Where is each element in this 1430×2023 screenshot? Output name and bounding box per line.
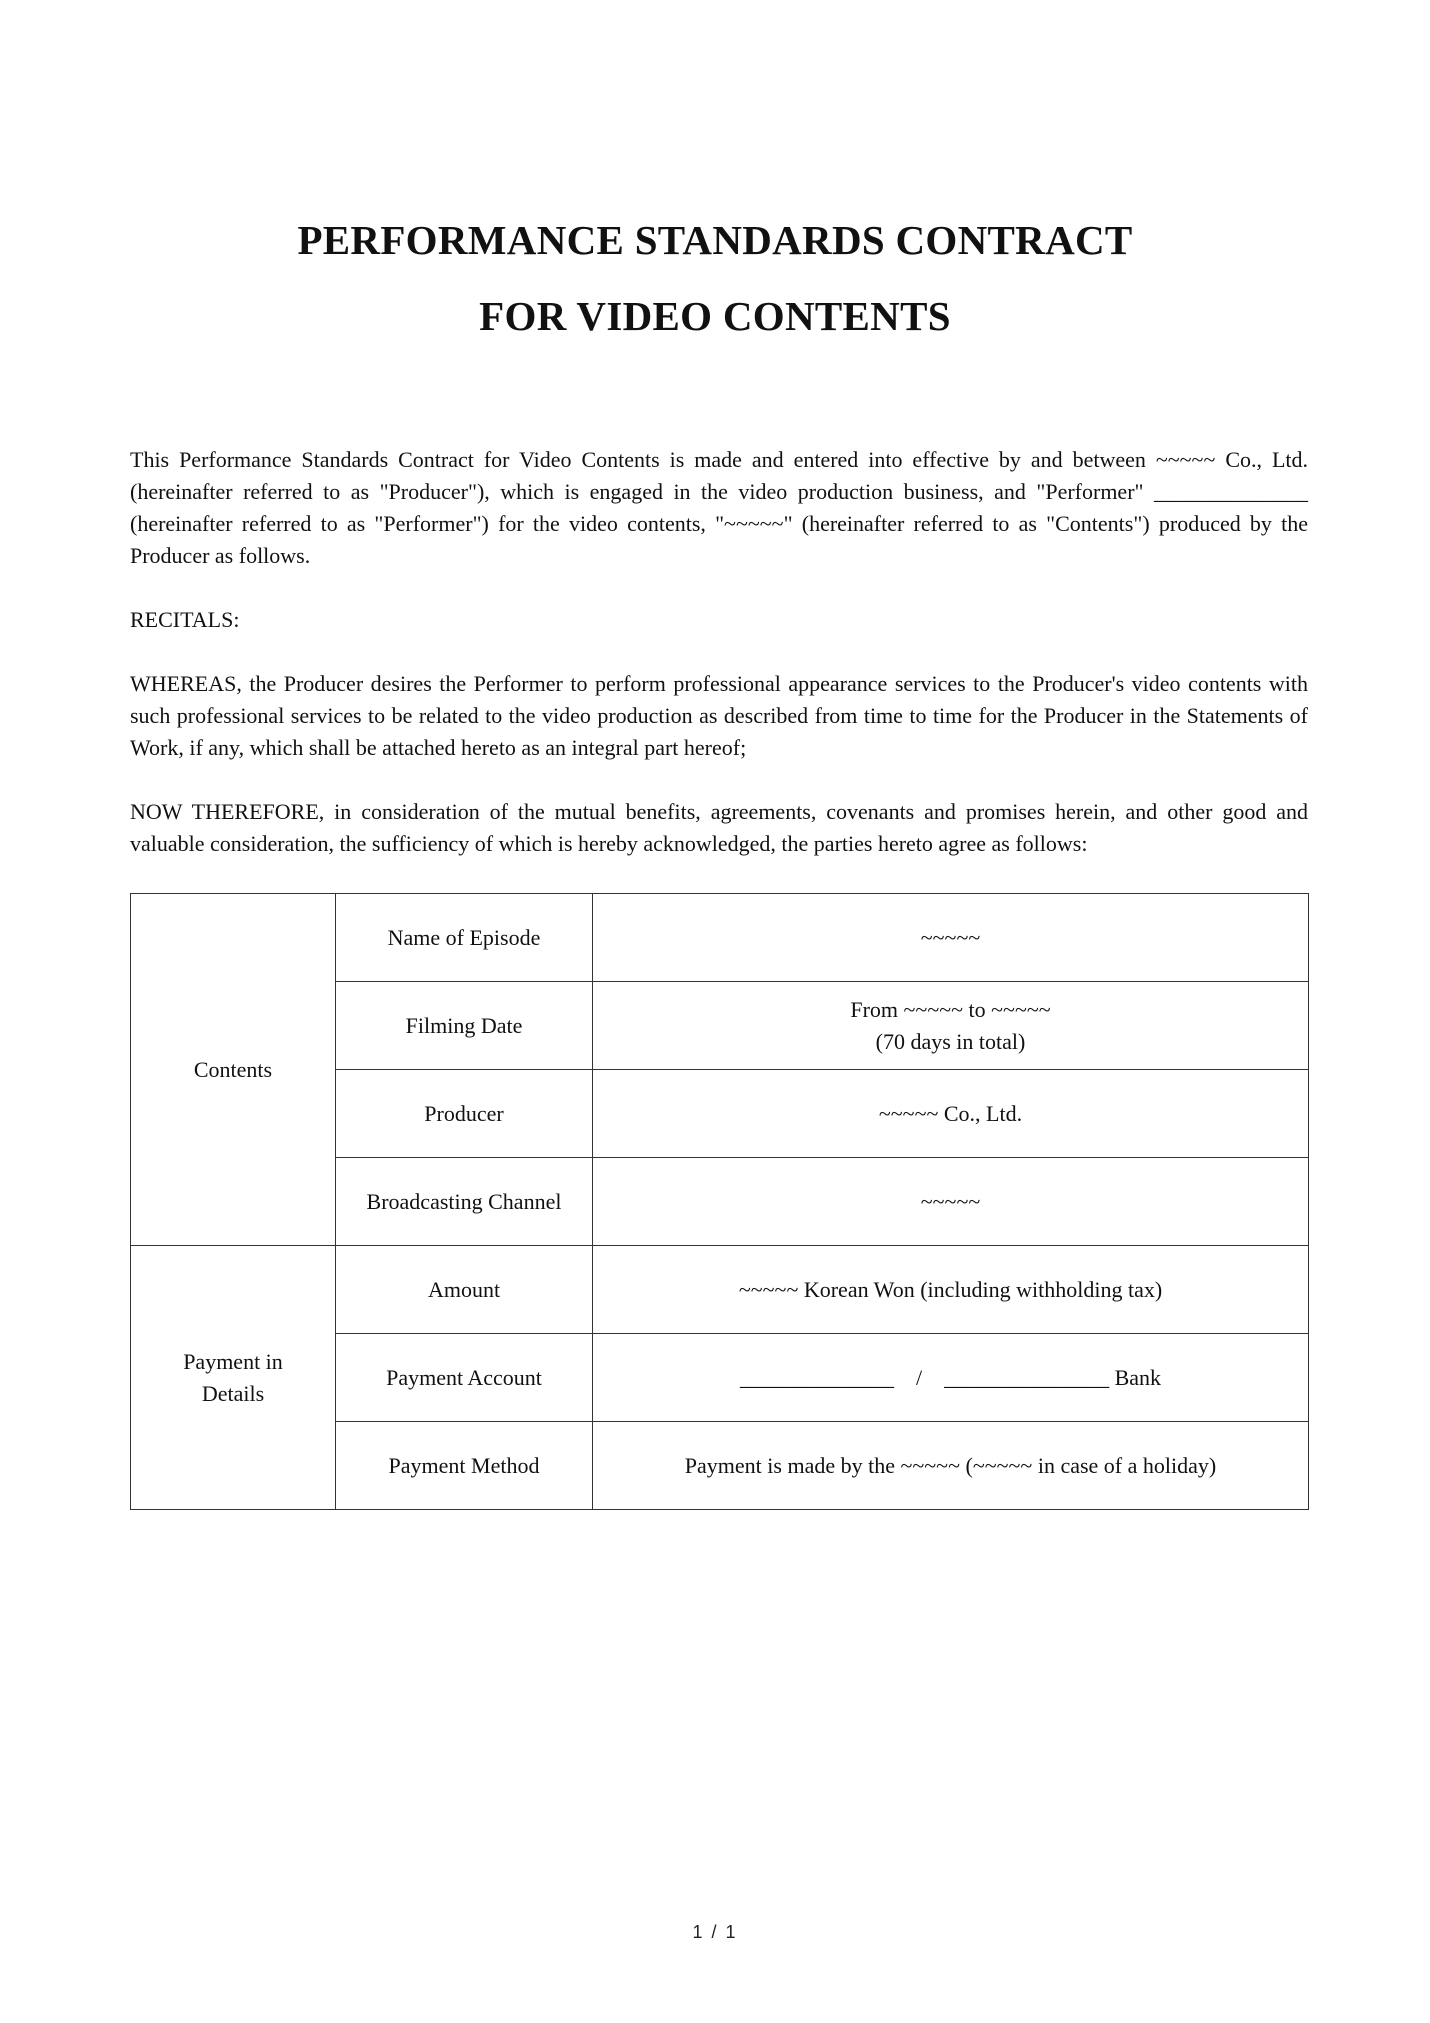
- title-line-1: PERFORMANCE STANDARDS CONTRACT: [297, 217, 1133, 263]
- row-value: ~~~~~: [593, 1158, 1309, 1246]
- now-therefore-paragraph: NOW THEREFORE, in consideration of the mutual benefits, agreements, covenants and promises herein, and other good and valuable consideration, the sufficiency of which is hereby acknowledged, the parties hereto agree as follows:: [130, 799, 1308, 856]
- row-label: Producer: [336, 1070, 593, 1158]
- intro-paragraph: This Performance Standards Contract for Video Contents is made and entered into effective by and between ~~~~~ Co., Ltd. (hereinafter referred to as "Producer"), which is engaged in the video production business, and "Performer" ______________ (hereinafter referred to as "Performer") for the video contents, "~~~~~" (hereinafter referred to as "Contents") produced by the Producer as follows.: [130, 447, 1308, 568]
- table-row: [131, 1246, 1309, 1334]
- payment-group-cell: [131, 1246, 336, 1510]
- row-value: ~~~~~ Co., Ltd.: [593, 1070, 1309, 1158]
- filming-date-total: (70 days in total): [875, 1028, 1026, 1054]
- table-row: [131, 894, 1309, 982]
- title-line-2: FOR VIDEO CONTENTS: [479, 293, 951, 339]
- payment-group-label-line2: Details: [201, 1380, 265, 1406]
- filming-date-range: From ~~~~~ to ~~~~~: [850, 996, 1051, 1022]
- row-value: ______________ / _______________ Bank: [593, 1334, 1309, 1422]
- contract-details-table: [130, 893, 1309, 1510]
- row-value: ~~~~~ Korean Won (including withholding tax): [593, 1246, 1309, 1334]
- recitals-heading: RECITALS:: [130, 607, 240, 632]
- row-value: Payment is made by the ~~~~~ (~~~~~ in case of a holiday): [593, 1422, 1309, 1510]
- payment-group-label-line1: Payment in: [183, 1348, 283, 1374]
- row-value: ~~~~~: [593, 894, 1309, 982]
- row-label: Filming Date: [336, 982, 593, 1070]
- page-number: 1 / 1: [692, 1922, 738, 1942]
- row-label: Broadcasting Channel: [336, 1158, 593, 1246]
- whereas-paragraph: WHEREAS, the Producer desires the Performer to perform professional appearance services to the Producer's video contents with such professional services to be related to the video production as described from time to time for the Producer in the Statements of Work, if any, which shall be attached hereto as an integral part hereof;: [130, 671, 1308, 760]
- row-label: Name of Episode: [336, 894, 593, 982]
- row-label: Amount: [336, 1246, 593, 1334]
- document-body: [130, 444, 1308, 892]
- row-value: [593, 982, 1309, 1070]
- row-label: Payment Account: [336, 1334, 593, 1422]
- contents-group-cell: Contents: [131, 894, 336, 1246]
- row-label: Payment Method: [336, 1422, 593, 1510]
- document-title: [0, 202, 1430, 354]
